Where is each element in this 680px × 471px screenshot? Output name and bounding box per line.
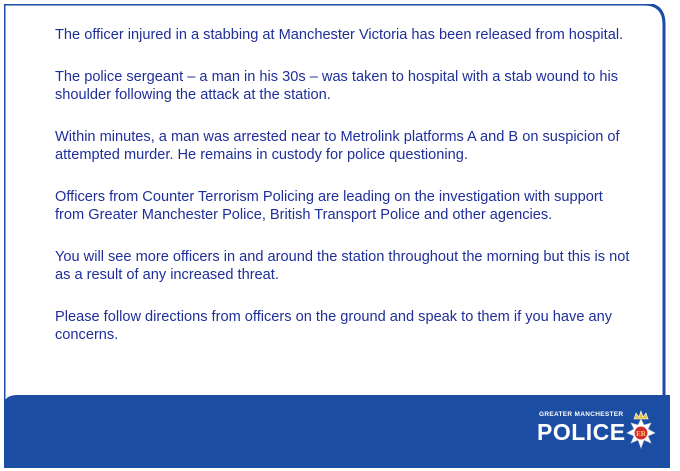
paragraph-officers-presence: You will see more officers in and around the station throughout the morning but this is not as a result of any increased threat. [55,248,630,283]
paragraph-directions: Please follow directions from officers on the ground and speak to them if you have any concerns. [55,308,613,343]
gmp-logo [537,410,662,452]
police-star-badge-icon [622,410,660,452]
logo-title: POLICE [537,419,626,445]
paragraph-release: The officer injured in a stabbing at Manchester Victoria has been released from hospital. [55,27,624,43]
badge-cipher: ER [636,430,646,438]
logo-subtitle: GREATER MANCHESTER [539,411,624,418]
paragraph-investigation: Officers from Counter Terrorism Policing are leading on the investigation with support from Greater Manchester Police, British Transport Police and other agencies. [55,188,603,223]
statement-text [55,26,630,368]
paragraph-sergeant: The police sergeant – a man in his 30s – was taken to hospital with a stab wound to his shoulder following the attack at the station. [55,68,618,103]
paragraph-arrest: Within minutes, a man was arrested near to Metrolink platforms A and B on suspicion of attempted murder. He remains in custody for police questioning. [55,128,620,163]
